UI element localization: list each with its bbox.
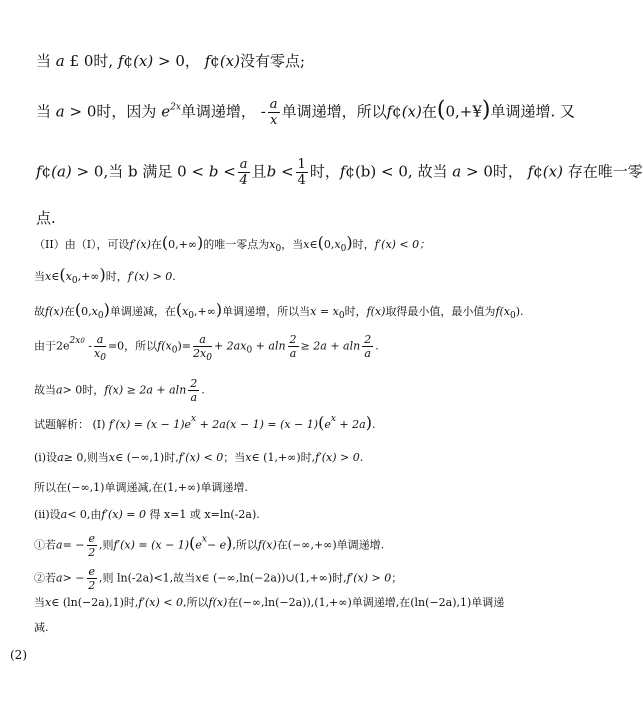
math-paren: ) bbox=[346, 233, 353, 252]
math-expr: ′(x) = 0 bbox=[105, 508, 146, 521]
math-var: a bbox=[56, 538, 63, 552]
math-paren: ) bbox=[226, 533, 233, 553]
math-expr: − e bbox=[206, 538, 227, 552]
math-expr: (x) bbox=[542, 162, 563, 181]
text: ,则当 bbox=[83, 451, 109, 464]
math-var: x bbox=[332, 305, 339, 318]
text: 单调递减，在 bbox=[109, 305, 176, 318]
math-func: f bbox=[495, 305, 500, 318]
text: 故当 bbox=[34, 383, 56, 397]
solution-line-8 bbox=[34, 333, 379, 363]
math-expr: + 2a bbox=[339, 418, 366, 431]
math-func: f bbox=[204, 52, 211, 70]
math-paren: ( bbox=[175, 300, 183, 319]
text: (ii)设 bbox=[34, 508, 61, 521]
math-expr: ′(x) bbox=[133, 238, 151, 251]
text: 时， bbox=[352, 238, 375, 251]
text: 故 bbox=[34, 305, 45, 318]
math-exponent-base: 2x bbox=[69, 335, 81, 346]
text: 时， bbox=[82, 383, 105, 397]
fraction-den-var: x bbox=[94, 347, 101, 360]
math-paren: ( bbox=[318, 413, 325, 432]
math-expr: > 0 bbox=[158, 52, 185, 70]
text: 得 x=1 或 x=ln(-2a). bbox=[149, 508, 260, 521]
text: ②若 bbox=[34, 571, 56, 585]
math-expr: 0, bbox=[81, 305, 92, 318]
text: ,当 b 满足 bbox=[103, 162, 173, 181]
math-expr: = bbox=[319, 305, 330, 318]
math-func: f bbox=[36, 162, 42, 181]
fraction-denominator: $x_0$ bbox=[94, 347, 106, 363]
math-expr: (x bbox=[161, 339, 172, 353]
text: 时， bbox=[492, 162, 523, 181]
solution-line-5 bbox=[34, 233, 431, 254]
math-expr: ∈ (1,+∞) bbox=[251, 451, 301, 464]
math-expr: (x) ≥ 2a + aln bbox=[108, 383, 187, 397]
math-expr: 0,+¥ bbox=[445, 102, 482, 121]
text: 试题解析： bbox=[34, 418, 89, 431]
math-expr: 0 < bbox=[177, 162, 205, 181]
fraction bbox=[296, 158, 308, 187]
text: 时, bbox=[332, 571, 347, 585]
math-prime: ¢ bbox=[210, 52, 220, 70]
text: (i)设 bbox=[34, 451, 58, 464]
math-var: b bbox=[208, 162, 219, 181]
solution-line-6 bbox=[34, 265, 176, 286]
math-expr: < bbox=[280, 162, 294, 181]
text: 当 bbox=[34, 270, 45, 283]
math-var: x bbox=[245, 451, 252, 464]
math-subscript: 0 bbox=[510, 311, 516, 321]
fraction-denominator: $2x_0$ bbox=[193, 347, 212, 363]
fraction-denominator: a bbox=[289, 347, 297, 360]
fraction bbox=[87, 566, 98, 591]
text: 在 bbox=[276, 538, 288, 552]
math-var: x bbox=[182, 305, 189, 318]
solution-line-14 bbox=[34, 533, 384, 558]
math-expr: > 0 bbox=[62, 383, 83, 397]
math-var: a bbox=[56, 383, 63, 397]
text: 单调递增，所以当 bbox=[222, 305, 311, 318]
fraction-den-var: 2x bbox=[193, 347, 207, 360]
solution-line-17 bbox=[34, 619, 49, 635]
math-expr: (−∞,+∞) bbox=[287, 538, 337, 552]
text: 单调递增，所以 bbox=[281, 102, 387, 121]
text: ；当 bbox=[223, 451, 246, 464]
text: ,则 bbox=[99, 538, 114, 552]
math-expr: ≥ 2a + aln bbox=[300, 339, 361, 353]
math-expr: + 2ax bbox=[213, 339, 247, 353]
math-expr: 2e bbox=[56, 339, 70, 353]
solution-line-3 bbox=[36, 158, 643, 187]
math-paren: ( bbox=[74, 300, 82, 319]
math-func: f bbox=[127, 270, 132, 283]
fraction bbox=[362, 334, 373, 359]
solution-line-4 bbox=[36, 207, 56, 228]
text: 当 bbox=[34, 596, 45, 609]
text: （II）由（I），可设 bbox=[34, 238, 130, 251]
text: 时, bbox=[123, 596, 139, 609]
math-expr: > 0 bbox=[76, 162, 104, 181]
text: 单调递减,在 bbox=[104, 481, 163, 494]
text: 时，因为 bbox=[96, 102, 157, 121]
fraction-numerator: a bbox=[94, 334, 106, 347]
solution-line-11 bbox=[34, 449, 363, 465]
math-expr: e bbox=[195, 538, 202, 552]
math-expr: ) bbox=[177, 339, 182, 353]
math-exponent: x bbox=[201, 534, 207, 545]
math-expr: . bbox=[375, 339, 379, 353]
math-var: x bbox=[45, 270, 52, 283]
text: (2) bbox=[10, 648, 27, 662]
text: 时， bbox=[309, 162, 340, 181]
text: 减. bbox=[34, 621, 49, 634]
math-expr: ≥ 0 bbox=[63, 451, 84, 464]
fraction-denominator: a bbox=[190, 391, 198, 404]
math-expr: - bbox=[260, 102, 266, 121]
math-expr: 0, bbox=[323, 238, 335, 251]
solution-line-1 bbox=[36, 50, 305, 71]
math-expr: + 2a(x − 1) = (x − 1) bbox=[199, 418, 319, 431]
math-expr: + aln bbox=[255, 339, 286, 353]
math-var: x bbox=[303, 238, 310, 251]
fraction-denominator: 2 bbox=[88, 579, 96, 592]
math-subscript: 0 bbox=[97, 311, 104, 321]
fraction-denominator: 4 bbox=[297, 173, 306, 188]
math-var: a bbox=[55, 52, 65, 70]
math-func: f bbox=[138, 596, 143, 609]
math-func: f bbox=[157, 339, 162, 353]
math-subscript: 0 bbox=[275, 244, 282, 254]
math-expr: 0,+∞ bbox=[168, 238, 198, 251]
math-func: f bbox=[104, 383, 109, 397]
text: ， bbox=[184, 52, 200, 70]
solution-line-2 bbox=[36, 98, 575, 127]
math-exponent: x bbox=[330, 414, 336, 424]
math-expr: (x) bbox=[49, 305, 64, 318]
math-expr: (ln(−2a),1) bbox=[410, 596, 472, 609]
text: 存在唯一零 bbox=[567, 162, 643, 181]
math-paren: ) bbox=[481, 97, 491, 123]
math-expr: (b) bbox=[354, 162, 377, 181]
math-expr: = bbox=[181, 339, 192, 353]
math-subscript: 0 bbox=[188, 311, 195, 321]
math-paren: ( bbox=[317, 233, 324, 252]
math-expr: (x) bbox=[212, 596, 228, 609]
math-paren: ( bbox=[161, 233, 169, 252]
math-var: x bbox=[310, 305, 317, 318]
fraction-denominator: a bbox=[364, 347, 371, 360]
text: 的唯一零点为 bbox=[203, 238, 270, 251]
math-subscript: 0 bbox=[338, 311, 345, 321]
math-expr: < 0 bbox=[381, 162, 408, 181]
math-prime: ¢ bbox=[533, 162, 543, 181]
fraction bbox=[238, 158, 250, 187]
math-expr: (−∞,ln(−2a)),(1,+∞) bbox=[238, 596, 352, 609]
math-exponent: 2x bbox=[170, 102, 181, 113]
math-exponent bbox=[70, 336, 85, 346]
math-func: f bbox=[315, 451, 320, 464]
text: 没有零点; bbox=[239, 52, 306, 70]
math-func: f bbox=[108, 418, 114, 431]
math-paren: ) bbox=[99, 265, 106, 284]
math-var: x bbox=[65, 270, 72, 283]
text: ,所以 bbox=[182, 596, 209, 609]
math-var: x bbox=[91, 305, 98, 318]
math-expr: (x) bbox=[370, 305, 386, 318]
math-expr: ∈ (−∞,1) bbox=[115, 451, 165, 464]
math-expr: ′(x) > 0. bbox=[319, 451, 364, 464]
math-expr: £ 0 bbox=[69, 52, 94, 70]
math-paren: ( bbox=[59, 265, 66, 284]
math-expr: (x) bbox=[401, 102, 422, 121]
math-func: f bbox=[339, 162, 346, 181]
math-expr: e bbox=[161, 102, 171, 121]
fraction-numerator: e bbox=[88, 532, 96, 545]
math-var: x bbox=[45, 596, 52, 609]
solution-line-16 bbox=[34, 594, 504, 610]
math-func: f bbox=[129, 238, 134, 251]
text: 单调递增， bbox=[180, 102, 256, 121]
text: 时, bbox=[93, 52, 114, 70]
math-expr: > − bbox=[62, 571, 85, 585]
text: 单调递增,在 bbox=[351, 596, 411, 609]
fraction-numerator: 2 bbox=[190, 377, 198, 390]
math-expr: ′(x) > 0 bbox=[350, 571, 392, 585]
math-func: f bbox=[208, 596, 213, 609]
math-expr: ,+∞ bbox=[194, 305, 216, 318]
text: 由于 bbox=[34, 339, 56, 353]
text: 单调递增. 又 bbox=[490, 102, 576, 121]
text: 单调递增. bbox=[336, 538, 385, 552]
fraction bbox=[268, 98, 280, 127]
fraction-denominator: x bbox=[270, 113, 278, 128]
math-var: b bbox=[266, 162, 277, 181]
math-func: f bbox=[386, 102, 393, 121]
text: 时, bbox=[300, 451, 316, 464]
text: 所以在 bbox=[34, 481, 67, 494]
part-label bbox=[10, 648, 27, 662]
math-prime: ¢ bbox=[123, 52, 134, 70]
fraction bbox=[188, 378, 199, 403]
solution-line-9 bbox=[34, 378, 205, 403]
math-var: x bbox=[195, 571, 202, 585]
math-expr: (a) bbox=[51, 162, 72, 181]
fraction-denominator: 2 bbox=[88, 546, 96, 559]
fraction-numerator: 2 bbox=[289, 333, 297, 346]
fraction-denominator: 4 bbox=[239, 173, 248, 188]
fraction-numerator: 2 bbox=[364, 333, 372, 346]
text: 当 bbox=[36, 102, 52, 121]
math-expr: ∈ bbox=[309, 238, 318, 251]
math-exponent: x bbox=[191, 414, 197, 424]
math-func: f bbox=[178, 451, 183, 464]
fraction-numerator: a bbox=[193, 334, 212, 347]
math-func: f bbox=[45, 305, 50, 318]
math-paren: ) bbox=[215, 300, 223, 319]
text: ,则 ln(-2a)<1,故当 bbox=[99, 571, 196, 585]
math-func: f bbox=[366, 305, 371, 318]
math-expr: < bbox=[223, 162, 236, 181]
math-expr: < 0 bbox=[67, 508, 87, 521]
fraction bbox=[288, 334, 299, 359]
math-prime: ¢ bbox=[392, 102, 402, 121]
math-expr: (x bbox=[499, 305, 511, 318]
math-expr: e bbox=[324, 418, 331, 431]
math-func: f bbox=[346, 571, 351, 585]
math-prime: ¢ bbox=[41, 162, 52, 181]
fraction-numerator: a bbox=[269, 97, 278, 112]
math-expr: . bbox=[201, 383, 205, 397]
math-expr: = − bbox=[62, 538, 85, 552]
text: ①若 bbox=[34, 538, 56, 552]
math-expr: ′(x) < 0 bbox=[142, 596, 183, 609]
text: ,所以 bbox=[232, 538, 258, 552]
text: (I) bbox=[92, 418, 106, 431]
math-expr: ′(x) = (x − 1)e bbox=[113, 418, 192, 431]
math-var: a bbox=[56, 571, 63, 585]
math-expr: ∈ bbox=[51, 270, 60, 283]
text: , 故当 bbox=[407, 162, 448, 181]
math-var: a bbox=[452, 162, 462, 181]
fraction-numerator: 1 bbox=[297, 157, 306, 172]
solution-line-13 bbox=[34, 506, 260, 522]
math-paren: ) bbox=[197, 233, 204, 252]
math-expr: ′(x) = (x − 1) bbox=[117, 538, 190, 552]
math-paren: ( bbox=[189, 533, 196, 553]
fraction bbox=[193, 333, 212, 363]
math-subscript: 0 bbox=[71, 276, 78, 286]
math-func: f bbox=[101, 508, 106, 521]
math-paren: ) bbox=[103, 300, 110, 319]
math-var: x bbox=[269, 238, 276, 251]
math-paren: ) bbox=[365, 413, 372, 432]
text: =0，所以 bbox=[107, 339, 158, 353]
text: ，当 bbox=[281, 238, 304, 251]
text: 在 bbox=[227, 596, 239, 609]
math-func: f bbox=[527, 162, 534, 181]
math-expr: > 0 bbox=[465, 162, 493, 181]
math-var: a bbox=[55, 102, 65, 121]
math-var: a bbox=[57, 451, 64, 464]
math-expr: - bbox=[88, 339, 93, 353]
math-expr: ′(x) < 0 bbox=[182, 451, 224, 464]
math-var: x bbox=[108, 451, 116, 464]
math-expr: ). bbox=[515, 305, 524, 318]
solution-line-12 bbox=[34, 479, 248, 495]
fraction bbox=[94, 333, 106, 363]
text: 时， bbox=[344, 305, 367, 318]
math-var: a bbox=[60, 508, 68, 521]
math-var: x bbox=[334, 238, 341, 251]
math-func: f bbox=[257, 538, 262, 552]
math-func: f bbox=[117, 52, 124, 70]
math-subscript: 0 bbox=[340, 244, 347, 254]
text: 点. bbox=[36, 209, 56, 227]
math-subscript: 0 bbox=[171, 345, 178, 356]
math-subscript: 0 bbox=[246, 345, 253, 356]
math-paren: ( bbox=[436, 97, 446, 123]
fraction-numerator: a bbox=[239, 157, 248, 172]
text: 在 bbox=[63, 305, 75, 318]
math-expr: (x) bbox=[133, 52, 154, 70]
math-expr: > 0 bbox=[69, 102, 97, 121]
fraction-numerator: e bbox=[88, 565, 96, 578]
math-expr: ,+∞ bbox=[77, 270, 100, 283]
math-expr: ′(x) > 0. bbox=[131, 270, 176, 283]
solution-line-15 bbox=[34, 566, 402, 591]
math-expr: (1,+∞) bbox=[162, 481, 201, 494]
math-exponent-sub: 0 bbox=[80, 336, 85, 345]
math-prime: ¢ bbox=[345, 162, 355, 181]
text: 单调递增. bbox=[200, 481, 248, 494]
math-func: f bbox=[374, 238, 379, 251]
math-expr: ∈ (−∞,ln(−2a))∪(1,+∞) bbox=[201, 571, 333, 585]
text: 当 bbox=[36, 52, 52, 70]
text: ,由 bbox=[86, 508, 102, 521]
fraction bbox=[87, 533, 98, 558]
text: 且 bbox=[251, 162, 267, 181]
text: 在 bbox=[150, 238, 162, 251]
math-expr: (x) bbox=[219, 52, 240, 70]
math-func: f bbox=[113, 538, 118, 552]
text: 时， bbox=[105, 270, 128, 283]
math-expr: ′(x) < 0； bbox=[378, 238, 431, 251]
math-expr: ∈ (ln(−2a),1) bbox=[51, 596, 124, 609]
solution-line-7 bbox=[34, 300, 524, 321]
text: 单调递 bbox=[471, 596, 505, 609]
text: 取得最小值，最小值为 bbox=[385, 305, 496, 318]
math-expr: (−∞,1) bbox=[67, 481, 105, 494]
math-expr: (x) bbox=[262, 538, 277, 552]
solution-line-10 bbox=[34, 413, 376, 432]
text: 在 bbox=[421, 102, 437, 121]
math-expr: . bbox=[371, 418, 376, 431]
text: 时, bbox=[164, 451, 179, 464]
text: ； bbox=[391, 571, 403, 585]
